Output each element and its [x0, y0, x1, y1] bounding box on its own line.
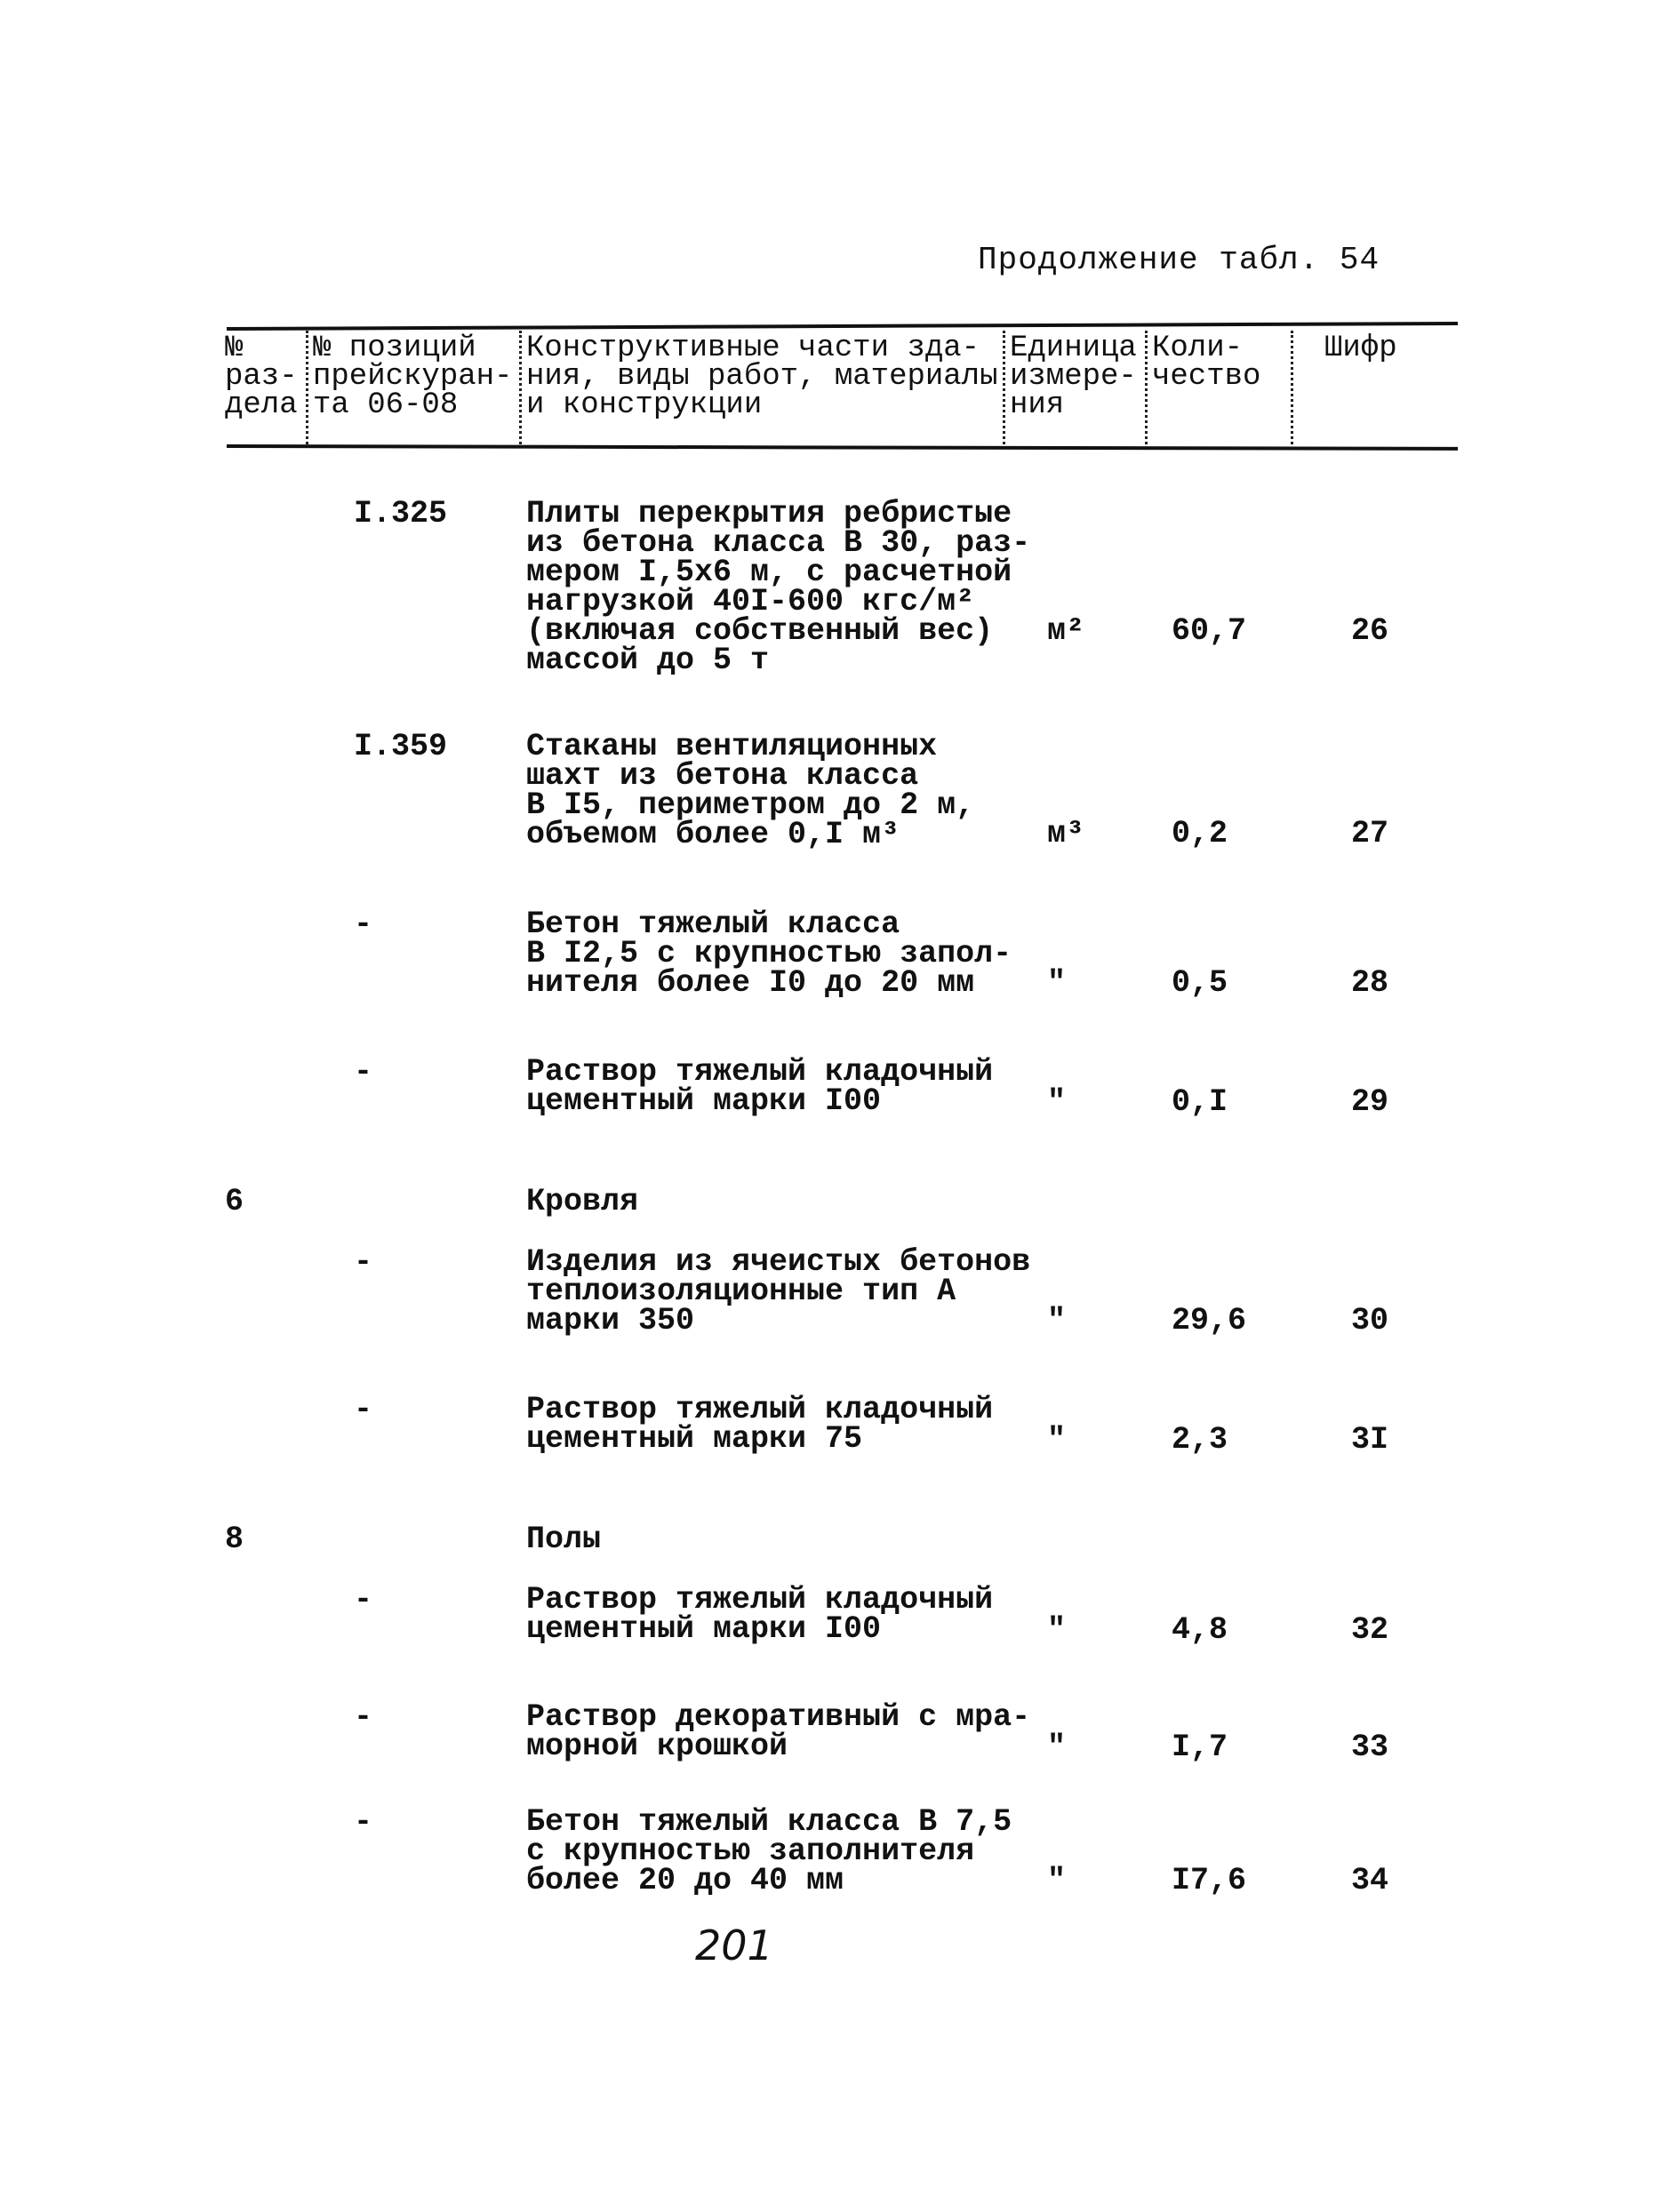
- row-unit: ": [1047, 1084, 1067, 1120]
- row-quantity: I7,6: [1172, 1863, 1247, 1898]
- row-unit: ": [1047, 1422, 1067, 1458]
- row-code: 28: [1351, 965, 1389, 1001]
- row-quantity: 4,8: [1172, 1612, 1228, 1648]
- header-separator: [306, 331, 308, 444]
- header-description: Конструктивные части зда- ния, виды работ, материалы и конструкции: [526, 332, 998, 422]
- row-unit: м²: [1047, 613, 1085, 649]
- row-code: 3I: [1351, 1422, 1389, 1458]
- row-unit: м³: [1047, 816, 1085, 851]
- section-number: 6: [225, 1184, 244, 1219]
- section-title: Полы: [526, 1522, 602, 1557]
- header-separator: [1145, 331, 1148, 444]
- row-position: I.325: [354, 496, 448, 531]
- row-quantity: 29,6: [1172, 1303, 1247, 1338]
- section-number: 8: [225, 1522, 244, 1557]
- row-description: Стаканы вентиляционных шахт из бетона класса В I5, периметром до 2 м, объемом более 0,I м³: [526, 729, 975, 852]
- row-quantity: I,7: [1172, 1730, 1228, 1765]
- row-position: -: [354, 1804, 373, 1840]
- row-description: Бетон тяжелый класса В I2,5 с крупностью запол- нителя более I0 до 20 мм: [526, 907, 1012, 1001]
- row-quantity: 0,5: [1172, 965, 1228, 1001]
- row-unit: ": [1047, 1612, 1067, 1648]
- row-quantity: 0,2: [1172, 816, 1228, 851]
- row-position: -: [354, 1699, 373, 1735]
- header-unit: Единица измере- ния: [1010, 332, 1137, 422]
- row-position: -: [354, 1582, 373, 1618]
- row-position: -: [354, 907, 373, 942]
- row-description: Раствор тяжелый кладочный цементный марки I00: [526, 1582, 994, 1647]
- page-number: 201: [695, 1921, 773, 1969]
- row-unit: ": [1047, 1303, 1067, 1338]
- header-separator: [519, 331, 522, 444]
- row-quantity: 2,3: [1172, 1422, 1228, 1458]
- row-code: 30: [1351, 1303, 1389, 1338]
- header-separator: [1003, 331, 1005, 444]
- section-title: Кровля: [526, 1184, 639, 1219]
- row-code: 33: [1351, 1730, 1389, 1765]
- row-code: 27: [1351, 816, 1389, 851]
- row-description: Раствор тяжелый кладочный цементный марки I00: [526, 1054, 994, 1119]
- row-description: Бетон тяжелый класса В 7,5 с крупностью заполнителя более 20 до 40 мм: [526, 1804, 1012, 1898]
- header-code: Шифр: [1324, 332, 1397, 365]
- header-position: № позиций прейскуран- та 06-08: [313, 332, 513, 422]
- header-separator: [1291, 331, 1293, 444]
- row-description: Плиты перекрытия ребристые из бетона класса В 30, раз- мером I,5х6 м, с расчетной нагрузкой 40I-600 кгс/м² (включая собственный вес) массой до 5 т: [526, 496, 1031, 678]
- row-code: 29: [1351, 1084, 1389, 1120]
- row-position: -: [354, 1054, 373, 1090]
- header-section: № раз- дела: [225, 332, 298, 422]
- row-description: Раствор декоративный с мра- морной крошкой: [526, 1699, 1031, 1764]
- row-code: 26: [1351, 613, 1389, 649]
- row-unit: ": [1047, 965, 1067, 1001]
- row-unit: ": [1047, 1863, 1067, 1898]
- row-position: -: [354, 1392, 373, 1427]
- header-quantity: Коли- чество: [1152, 332, 1261, 394]
- row-description: Раствор тяжелый кладочный цементный марки 75: [526, 1392, 994, 1457]
- row-unit: ": [1047, 1730, 1067, 1765]
- row-position: -: [354, 1244, 373, 1280]
- continuation-label: Продолжение табл. 54: [978, 242, 1380, 278]
- header-bottom-rule: [227, 444, 1458, 451]
- row-code: 34: [1351, 1863, 1389, 1898]
- row-position: I.359: [354, 729, 448, 764]
- row-description: Изделия из ячеистых бетонов теплоизоляционные тип А марки 350: [526, 1244, 1031, 1338]
- row-quantity: 0,I: [1172, 1084, 1228, 1120]
- header-top-rule: [227, 322, 1458, 331]
- row-quantity: 60,7: [1172, 613, 1247, 649]
- row-code: 32: [1351, 1612, 1389, 1648]
